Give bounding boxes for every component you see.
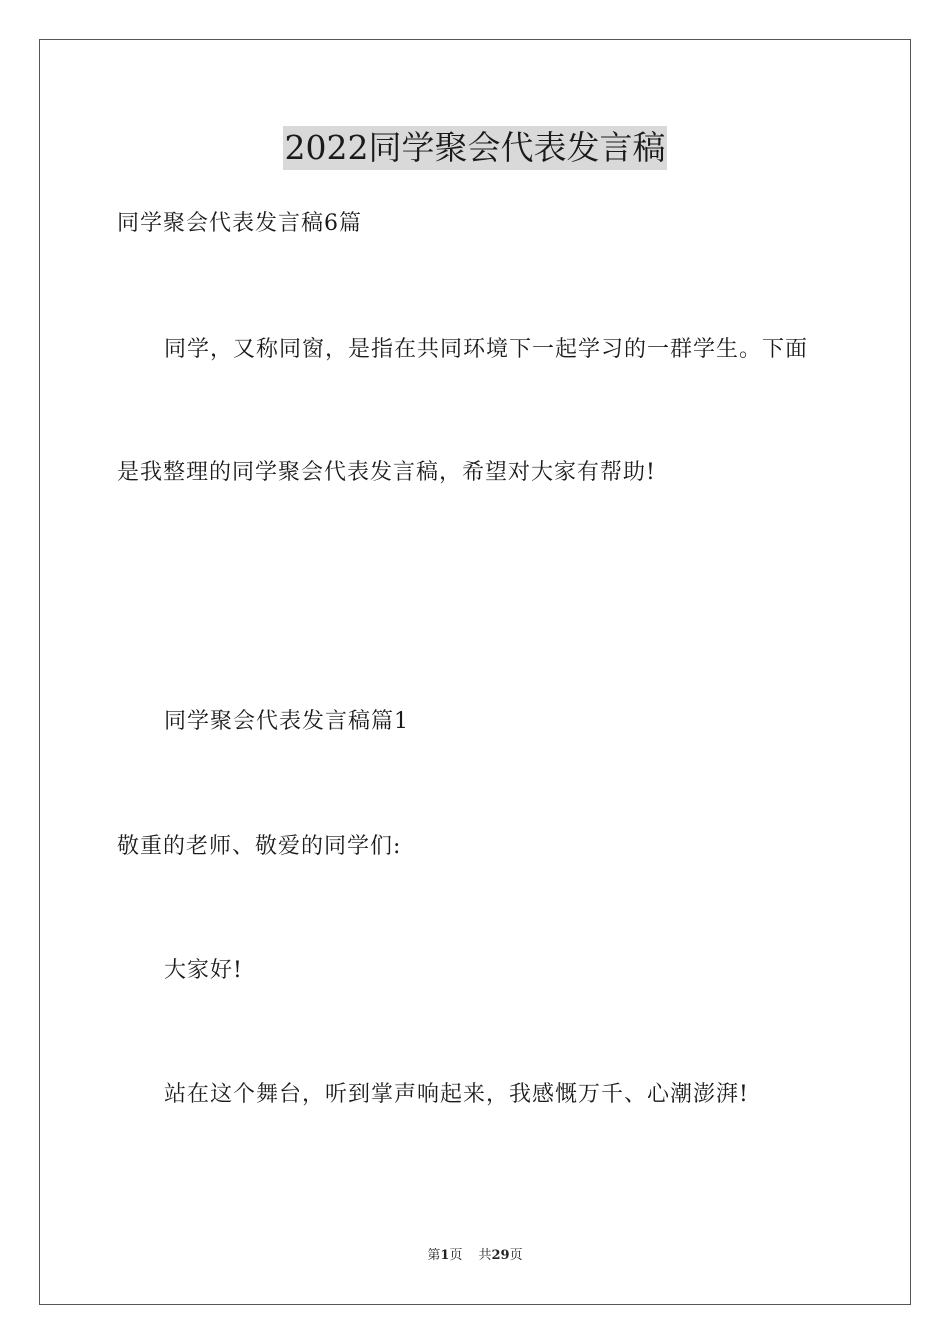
section-heading: 同学聚会代表发言稿篇1 bbox=[164, 709, 409, 734]
footer-page-suffix: 页 bbox=[449, 1248, 463, 1263]
greeting: 大家好! bbox=[164, 958, 243, 983]
intro-paragraph-line-1: 同学，又称同窗，是指在共同环境下一起学习的一群学生。下面 bbox=[164, 337, 809, 362]
footer-page-number: 1 bbox=[440, 1248, 450, 1263]
document-subtitle: 同学聚会代表发言稿6篇 bbox=[117, 211, 362, 236]
document-title: 2022同学聚会代表发言稿 bbox=[283, 126, 668, 170]
page-footer bbox=[0, 1247, 950, 1265]
salutation: 敬重的老师、敬爱的同学们: bbox=[117, 834, 402, 859]
footer-total-suffix: 页 bbox=[509, 1248, 523, 1263]
footer-page-prefix: 第 bbox=[427, 1248, 441, 1263]
title-container bbox=[0, 126, 950, 170]
footer-total-pages: 29 bbox=[491, 1248, 510, 1263]
footer-total-prefix: 共 bbox=[478, 1248, 492, 1263]
intro-paragraph-line-2: 是我整理的同学聚会代表发言稿，希望对大家有帮助! bbox=[117, 460, 656, 485]
paragraph-1: 站在这个舞台，听到掌声响起来，我感慨万千、心潮澎湃! bbox=[164, 1082, 749, 1107]
